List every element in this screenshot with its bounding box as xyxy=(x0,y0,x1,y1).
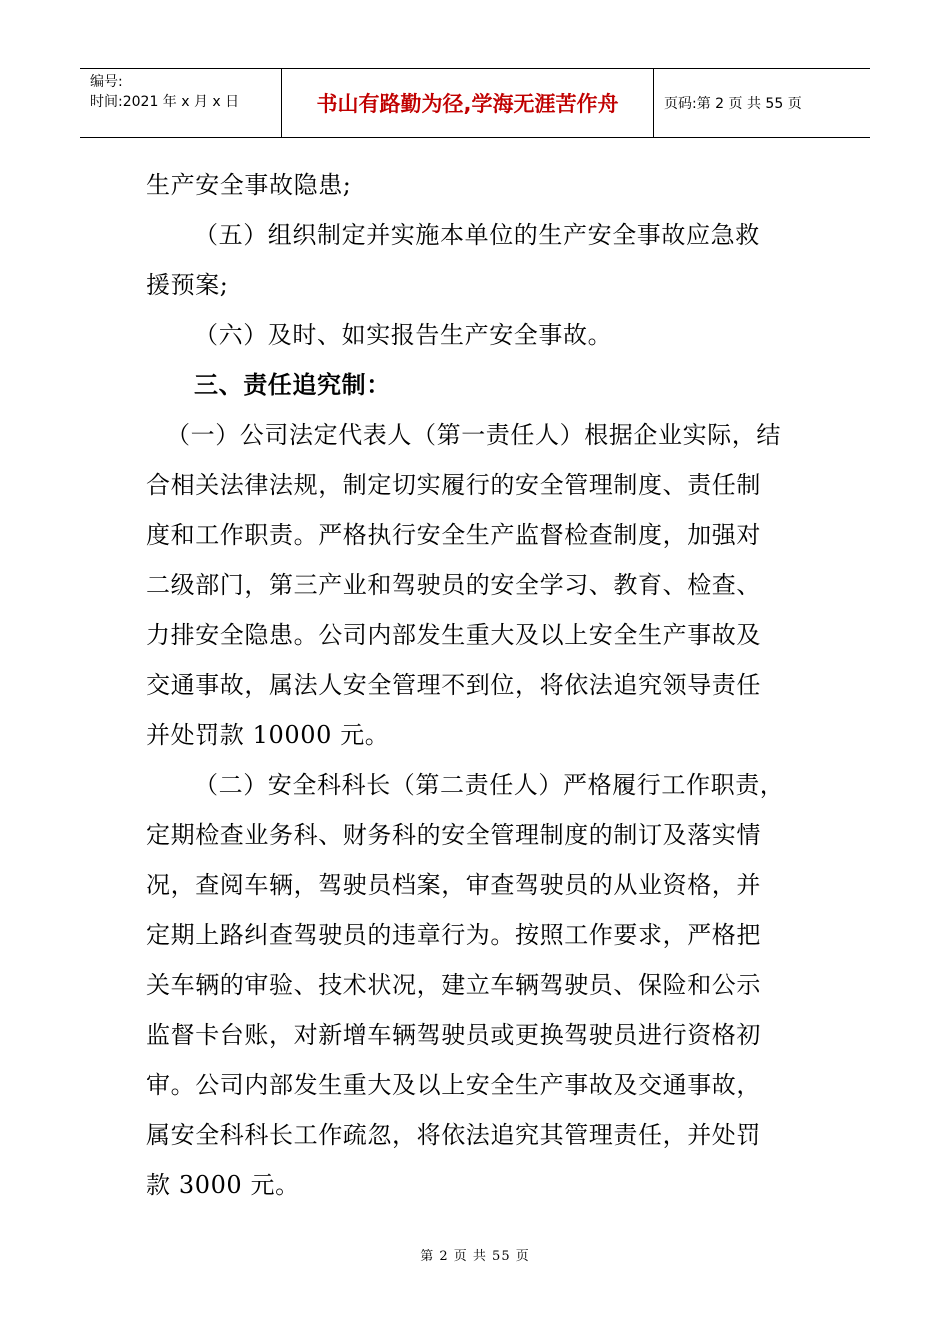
text-line: （六）及时、如实报告生产安全事故。 xyxy=(194,321,613,349)
text-line: 审。公司内部发生重大及以上安全生产事故及交通事故， xyxy=(146,1071,761,1099)
document-body xyxy=(146,160,808,1210)
text-line: 款 3000 元。 xyxy=(146,1171,300,1199)
section-heading: 三、责任追究制： xyxy=(194,370,391,399)
text-line: 二级部门，第三产业和驾驶员的安全学习、教育、检查、 xyxy=(146,571,761,599)
text-line: 关车辆的审验、技术状况，建立车辆驾驶员、保险和公示 xyxy=(146,971,761,999)
text-line: 定期检查业务科、财务科的安全管理制度的制订及落实情 xyxy=(146,821,761,849)
page-header xyxy=(80,68,870,138)
text-line: 力排安全隐患。公司内部发生重大及以上安全生产事故及 xyxy=(146,621,761,649)
text-line: 况，查阅车辆，驾驶员档案，审查驾驶员的从业资格，并 xyxy=(146,871,761,899)
header-meta xyxy=(80,69,282,137)
text-line: （一）公司法定代表人（第一责任人）根据企业实际，结 xyxy=(166,421,781,449)
text-line: 并处罚款 10000 元。 xyxy=(146,721,390,749)
document-number-label: 编号: xyxy=(90,74,123,90)
text-line: 度和工作职责。严格执行安全生产监督检查制度，加强对 xyxy=(146,521,761,549)
text-line: 生产安全事故隐患; xyxy=(146,171,352,199)
text-line: （五）组织制定并实施本单位的生产安全事故应急救 xyxy=(194,221,760,249)
text-line: 援预案; xyxy=(146,271,229,299)
text-line: 定期上路纠查驾驶员的违章行为。按照工作要求，严格把 xyxy=(146,921,761,949)
text-line: 监督卡台账，对新增车辆驾驶员或更换驾驶员进行资格初 xyxy=(146,1021,761,1049)
text-line: 交通事故，属法人安全管理不到位，将依法追究领导责任 xyxy=(146,671,761,699)
header-motto: 书山有路勤为径,学海无涯苦作舟 xyxy=(282,69,654,137)
text-line: （二）安全科科长（第二责任人）严格履行工作职责， xyxy=(194,771,785,799)
text-line: 合相关法律法规，制定切实履行的安全管理制度、责任制 xyxy=(146,471,761,499)
document-date: 时间:2021 年 x 月 x 日 xyxy=(90,94,240,110)
text-line: 属安全科科长工作疏忽，将依法追究其管理责任，并处罚 xyxy=(146,1121,761,1149)
header-page-info: 页码:第 2 页 共 55 页 xyxy=(664,96,802,112)
page-footer: 第 2 页 共 55 页 xyxy=(420,1249,530,1264)
